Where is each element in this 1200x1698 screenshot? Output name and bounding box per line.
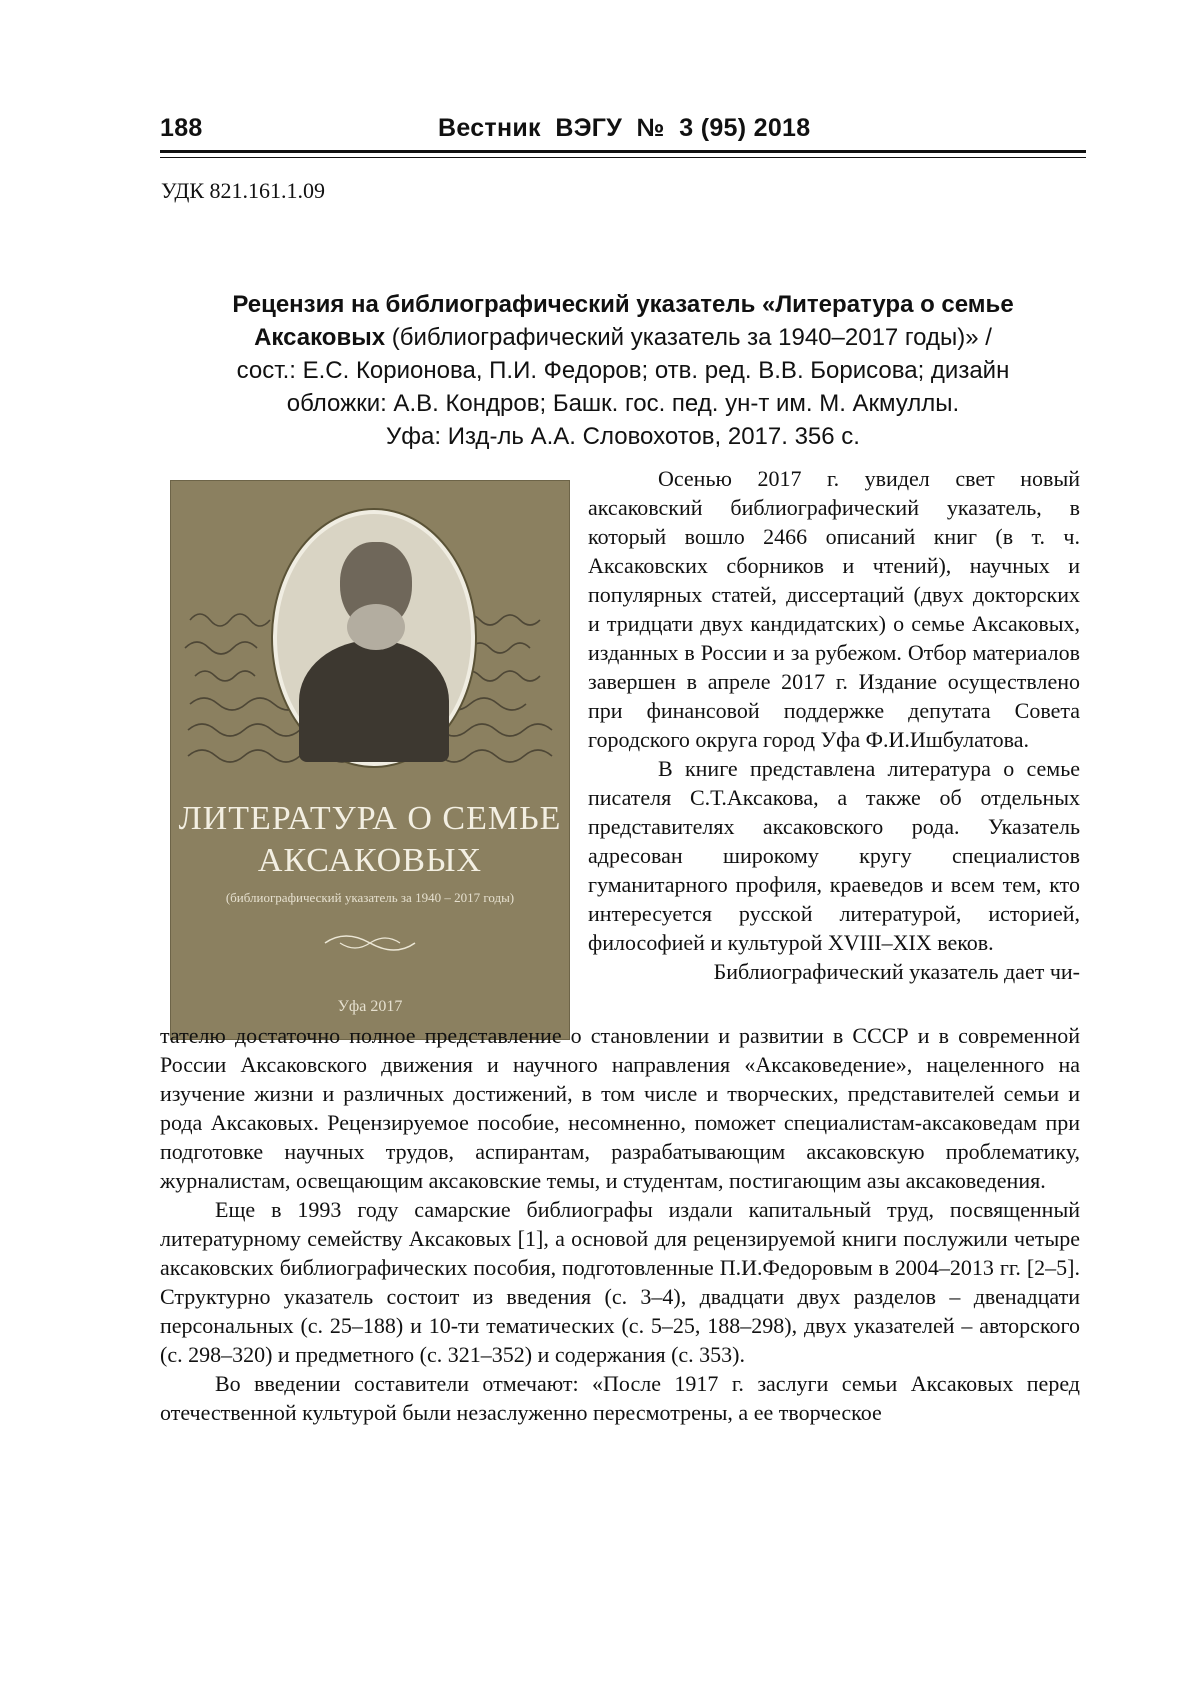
paragraph-2: В книге представлена литература о семье писателя С.Т.Аксакова, а также об отдельных представителях аксаковского рода. Указатель адресован широкому кругу специалистов гуманитарного профиля, краеведов и всем тем, кто интересуется русской литературой, историей, философией и культурой XVIII–XIX веков. xyxy=(588,756,1080,955)
portrait-body-shape xyxy=(299,640,449,762)
title-line-3: сост.: Е.С. Корионова, П.И. Федоров; отв. ред. В.В. Борисова; дизайн xyxy=(236,357,1010,384)
paragraph-3-rest: тателю достаточно полное представление о становлении и развитии в СССР и в современной России Аксаковского движения и научного направления «Аксаковедение», нацеленного на изучение жизни и различных достижений, в том числе и творческих, представителей семьи и рода Аксаковых. Рецензируемое пособие, несомненно, поможет специалистам-аксаковедам при подготовке научных трудов, аспирантам, разрабатывающим аксаковскую проблематику, журналистам, освещающим аксаковские темы, и студентам, постигающим азы аксаковедения. xyxy=(160,1023,1080,1193)
paragraph-5: Во введении составители отмечают: «После 1917 г. заслуги семьи Аксаковых перед отечественной культурой были незаслуженно пересмотрены, а ее творческое xyxy=(160,1371,1080,1425)
book-cover-image xyxy=(170,480,570,1040)
header-rule-thick xyxy=(160,150,1086,153)
cover-title xyxy=(170,798,570,882)
running-header xyxy=(160,114,1086,154)
full-width-text xyxy=(160,1021,1080,1427)
title-line-5: Уфа: Изд-ль А.А. Словохотов, 2017. 356 с. xyxy=(386,423,860,450)
paragraph-4: Еще в 1993 году самарские библиографы издали капитальный труд, посвященный литературному семейству Аксаковых [1], а основой для рецензируемой книги послужили четыре аксаковских библиографических пособия, подготовленные П.И.Федоровым в 2004–2013 гг. [2–5]. Структурно указатель состоит из введения (с. 3–4), двадцати двух разделов – двенадцати персональных (с. 25–188) и 10-ти тематических (с. 5–25, 188–298), двух указателей – авторского (с. 298–320) и предметного (с. 321–352) и содержания (с. 353). xyxy=(160,1197,1080,1367)
cover-city-year: Уфа 2017 xyxy=(337,998,403,1015)
right-column-text xyxy=(588,464,1080,986)
udc-code: УДК 821.161.1.09 xyxy=(161,178,326,203)
journal-title: Вестник ВЭГУ № 3 (95) 2018 xyxy=(438,114,811,142)
paragraph-1: Осенью 2017 г. увидел свет новый аксаковский библиографический указатель, в который вошло 2466 описаний книг (в т. ч. Аксаковских сборников и чтений), научных и популярных статей, диссертаций (двух докторских и тридцати двух кандидатских) о семье Аксаковых, изданных в России и за рубежом. Отбор материалов завершен в апреле 2017 г. Издание осуществлено при финансовой поддержке депутата Совета городского округа город Уфа Ф.И.Ишбулатова. xyxy=(588,466,1080,752)
cover-ornament-icon xyxy=(320,928,420,958)
title-line-4: обложки: А.В. Кондров; Башк. гос. пед. ун-т им. М. Акмуллы. xyxy=(286,390,960,417)
title-line-2: (библиографический указатель за 1940–2017 годы)» / xyxy=(385,324,992,351)
cover-title-line-1: ЛИТЕРАТУРА О СЕМЬЕ xyxy=(178,800,562,837)
review-title xyxy=(170,288,1076,453)
portrait-oval-frame xyxy=(273,510,475,766)
cover-title-line-2: АКСАКОВЫХ xyxy=(257,842,483,879)
title-line-1: Рецензия на библиографический указатель «Литература о семье xyxy=(232,291,1014,318)
title-bold-word: Аксаковых xyxy=(254,324,386,351)
header-rule-thin xyxy=(160,157,1086,158)
paragraph-3-start: Библиографический указатель дает чи- xyxy=(713,959,1080,984)
portrait-beard-shape xyxy=(347,604,405,650)
cover-subtitle: (библиографический указатель за 1940 – 2017 годы) xyxy=(225,890,515,905)
page-number: 188 xyxy=(160,114,203,142)
